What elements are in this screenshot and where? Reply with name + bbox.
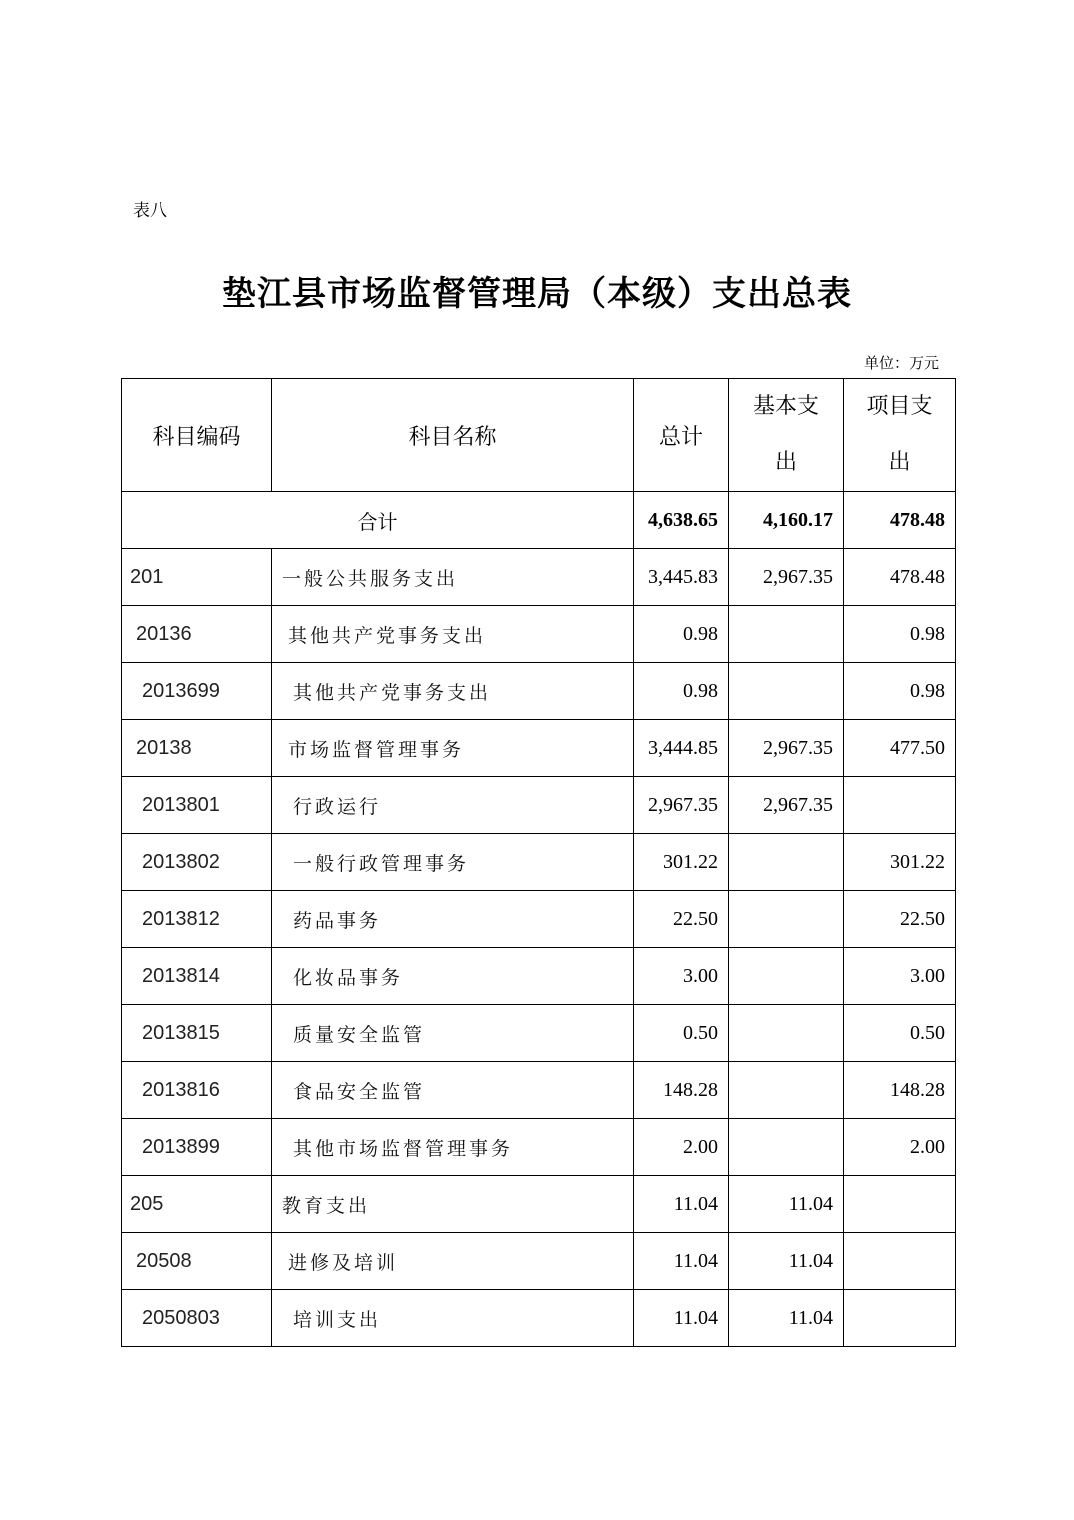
cell-name: 进修及培训 bbox=[272, 1233, 634, 1290]
cell-project bbox=[844, 1290, 956, 1347]
cell-name: 行政运行 bbox=[272, 777, 634, 834]
cell-project: 3.00 bbox=[844, 948, 956, 1005]
cell-basic bbox=[729, 606, 844, 663]
cell-total: 2.00 bbox=[634, 1119, 729, 1176]
cell-total: 148.28 bbox=[634, 1062, 729, 1119]
page-title: 垫江县市场监督管理局（本级）支出总表 bbox=[222, 274, 852, 314]
cell-name: 质量安全监管 bbox=[272, 1005, 634, 1062]
table-row bbox=[122, 663, 956, 720]
cell-code: 2050803 bbox=[122, 1290, 272, 1347]
cell-total: 22.50 bbox=[634, 891, 729, 948]
table-row bbox=[122, 606, 956, 663]
cell-code: 2013699 bbox=[122, 663, 272, 720]
cell-project: 477.50 bbox=[844, 720, 956, 777]
cell-total: 0.50 bbox=[634, 1005, 729, 1062]
cell-project: 301.22 bbox=[844, 834, 956, 891]
cell-basic bbox=[729, 834, 844, 891]
cell-code: 201 bbox=[122, 549, 272, 606]
table-row bbox=[122, 891, 956, 948]
cell-total: 11.04 bbox=[634, 1176, 729, 1233]
cell-basic: 11.04 bbox=[729, 1176, 844, 1233]
header-code: 科目编码 bbox=[122, 379, 272, 492]
cell-total: 11.04 bbox=[634, 1233, 729, 1290]
cell-code: 2013814 bbox=[122, 948, 272, 1005]
cell-basic bbox=[729, 948, 844, 1005]
cell-total: 3,445.83 bbox=[634, 549, 729, 606]
table-row bbox=[122, 834, 956, 891]
cell-name: 教育支出 bbox=[272, 1176, 634, 1233]
table-label: 表八 bbox=[133, 201, 167, 221]
cell-basic bbox=[729, 891, 844, 948]
cell-total: 3,444.85 bbox=[634, 720, 729, 777]
cell-code: 2013816 bbox=[122, 1062, 272, 1119]
total-row bbox=[122, 492, 956, 549]
cell-name: 其他共产党事务支出 bbox=[272, 606, 634, 663]
cell-project bbox=[844, 1176, 956, 1233]
cell-code: 20138 bbox=[122, 720, 272, 777]
cell-project: 478.48 bbox=[844, 549, 956, 606]
cell-name: 一般行政管理事务 bbox=[272, 834, 634, 891]
cell-code: 205 bbox=[122, 1176, 272, 1233]
cell-project: 0.98 bbox=[844, 606, 956, 663]
table-row bbox=[122, 1290, 956, 1347]
cell-total: 0.98 bbox=[634, 606, 729, 663]
cell-code: 2013815 bbox=[122, 1005, 272, 1062]
unit-note: 单位：万元 bbox=[863, 354, 939, 372]
cell-total: 3.00 bbox=[634, 948, 729, 1005]
table-row bbox=[122, 549, 956, 606]
cell-name: 其他市场监督管理事务 bbox=[272, 1119, 634, 1176]
cell-basic: 2,967.35 bbox=[729, 777, 844, 834]
cell-name: 其他共产党事务支出 bbox=[272, 663, 634, 720]
cell-basic: 2,967.35 bbox=[729, 549, 844, 606]
cell-project: 22.50 bbox=[844, 891, 956, 948]
total-label: 合计 bbox=[122, 492, 634, 549]
total-total: 4,638.65 bbox=[634, 492, 729, 549]
table-row bbox=[122, 1005, 956, 1062]
cell-basic: 11.04 bbox=[729, 1233, 844, 1290]
cell-basic bbox=[729, 1005, 844, 1062]
table-row bbox=[122, 777, 956, 834]
total-basic: 4,160.17 bbox=[729, 492, 844, 549]
cell-total: 2,967.35 bbox=[634, 777, 729, 834]
table-row bbox=[122, 1062, 956, 1119]
table-row bbox=[122, 720, 956, 777]
cell-name: 市场监督管理事务 bbox=[272, 720, 634, 777]
cell-project: 2.00 bbox=[844, 1119, 956, 1176]
table-row bbox=[122, 1119, 956, 1176]
header-basic bbox=[729, 379, 844, 492]
header-project bbox=[844, 379, 956, 492]
table-row bbox=[122, 948, 956, 1005]
cell-project bbox=[844, 777, 956, 834]
cell-total: 0.98 bbox=[634, 663, 729, 720]
cell-project: 0.98 bbox=[844, 663, 956, 720]
cell-code: 2013899 bbox=[122, 1119, 272, 1176]
cell-name: 食品安全监管 bbox=[272, 1062, 634, 1119]
cell-project bbox=[844, 1233, 956, 1290]
header-row bbox=[122, 379, 956, 492]
header-basic-label: 基本支出 bbox=[752, 394, 819, 475]
cell-project: 148.28 bbox=[844, 1062, 956, 1119]
cell-basic bbox=[729, 663, 844, 720]
header-project-label: 项目支出 bbox=[866, 394, 933, 475]
cell-code: 20508 bbox=[122, 1233, 272, 1290]
table-row bbox=[122, 1233, 956, 1290]
cell-code: 2013812 bbox=[122, 891, 272, 948]
cell-name: 化妆品事务 bbox=[272, 948, 634, 1005]
cell-code: 2013802 bbox=[122, 834, 272, 891]
cell-basic: 11.04 bbox=[729, 1290, 844, 1347]
cell-total: 11.04 bbox=[634, 1290, 729, 1347]
cell-basic bbox=[729, 1062, 844, 1119]
cell-basic: 2,967.35 bbox=[729, 720, 844, 777]
cell-code: 20136 bbox=[122, 606, 272, 663]
cell-name: 一般公共服务支出 bbox=[272, 549, 634, 606]
cell-project: 0.50 bbox=[844, 1005, 956, 1062]
cell-name: 药品事务 bbox=[272, 891, 634, 948]
header-name: 科目名称 bbox=[272, 379, 634, 492]
table-row bbox=[122, 1176, 956, 1233]
header-total: 总计 bbox=[634, 379, 729, 492]
cell-name: 培训支出 bbox=[272, 1290, 634, 1347]
expenditure-table bbox=[121, 378, 956, 1347]
cell-basic bbox=[729, 1119, 844, 1176]
total-project: 478.48 bbox=[844, 492, 956, 549]
cell-total: 301.22 bbox=[634, 834, 729, 891]
cell-code: 2013801 bbox=[122, 777, 272, 834]
